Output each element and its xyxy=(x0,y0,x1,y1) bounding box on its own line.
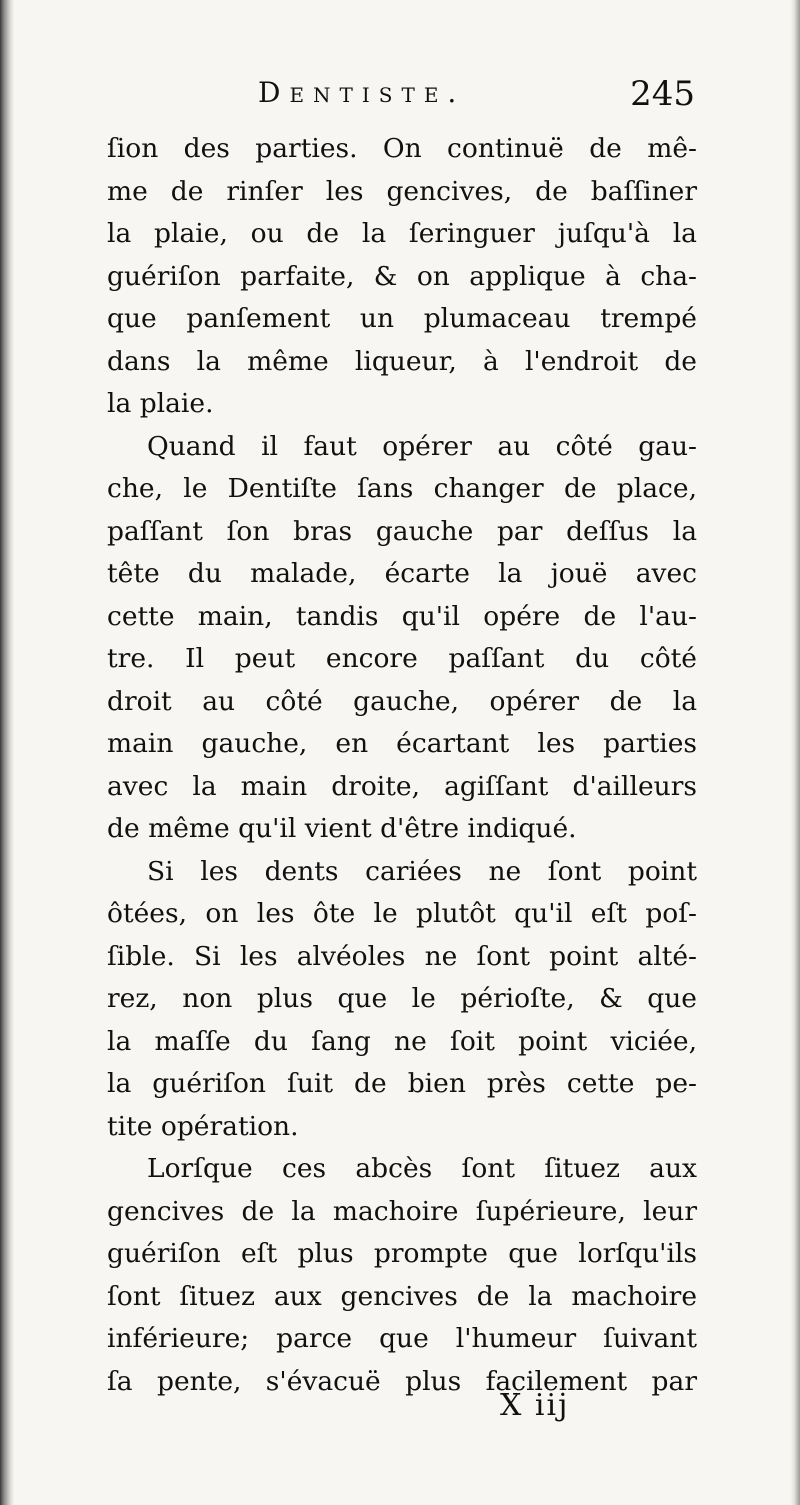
text-line: dans la même liqueur, à l'endroit de xyxy=(107,345,697,377)
text-line: tre. Il peut encore paſſant du côté xyxy=(107,643,697,674)
text-line: paſſant ſon bras gauche par deſſus la xyxy=(107,515,697,547)
text-line: ôtées, on les ôte le plutôt qu'il eſt poſ- xyxy=(107,898,697,929)
running-title: Dentiste. xyxy=(258,76,466,109)
text-line: droit au côté gauche, opérer de la xyxy=(107,685,697,717)
text-line: gencives de la machoire ſupérieure, leur xyxy=(107,1195,697,1227)
body-text xyxy=(107,128,697,1403)
text-line: la plaie. xyxy=(107,388,214,419)
text-line: guériſon eſt plus prompte que lorſqu'ils xyxy=(107,1238,697,1269)
text-line: rez, non plus que le périoſte, & que xyxy=(107,983,697,1014)
text-line: main gauche, en écartant les parties xyxy=(107,728,697,759)
page-number: 245 xyxy=(630,74,695,114)
text-line: inférieure; parce que l'humeur ſuivant xyxy=(107,1323,697,1354)
text-line: la guériſon ſuit de bien près cette pe- xyxy=(107,1068,697,1099)
page-gutter-shadow xyxy=(0,0,14,1505)
text-line: ſible. Si les alvéoles ne ſont point alté- xyxy=(107,940,697,972)
text-line: Quand il faut opérer au côté gau- xyxy=(147,430,697,462)
page-header xyxy=(110,72,695,128)
text-line: me de rinſer les gencives, de baſſiner xyxy=(107,175,697,207)
text-line: Lorſque ces abcès ſont ſituez aux xyxy=(147,1153,697,1184)
text-line: la maſſe du ſang ne ſoit point viciée, xyxy=(107,1025,697,1057)
text-line: guériſon parfaite, & on applique à cha- xyxy=(107,260,697,292)
text-line: ſont ſituez aux gencives de la machoire xyxy=(107,1280,697,1312)
text-line: Si les dents cariées ne ſont point xyxy=(147,855,697,887)
text-line: tête du malade, écarte la jouë avec xyxy=(107,558,697,589)
text-line: cette main, tandis qu'il opére de l'au- xyxy=(107,600,697,632)
text-line: de même qu'il vient d'être indiqué. xyxy=(107,813,577,844)
text-line: ſion des parties. On continuë de mê- xyxy=(107,133,697,164)
signature-mark: X iij xyxy=(500,1388,570,1423)
text-line: la plaie, ou de la ſeringuer juſqu'à la xyxy=(107,218,697,249)
text-line: que panſement un plumaceau trempé xyxy=(107,303,697,334)
text-line: ſa pente, s'évacuë plus facilement par xyxy=(107,1365,697,1397)
text-line: che, le Dentiſte ſans changer de place, xyxy=(107,473,697,504)
text-line: tite opération. xyxy=(107,1110,299,1142)
text-line: avec la main droite, agiſſant d'ailleurs xyxy=(107,770,697,802)
page-edge-shadow xyxy=(790,0,800,1505)
